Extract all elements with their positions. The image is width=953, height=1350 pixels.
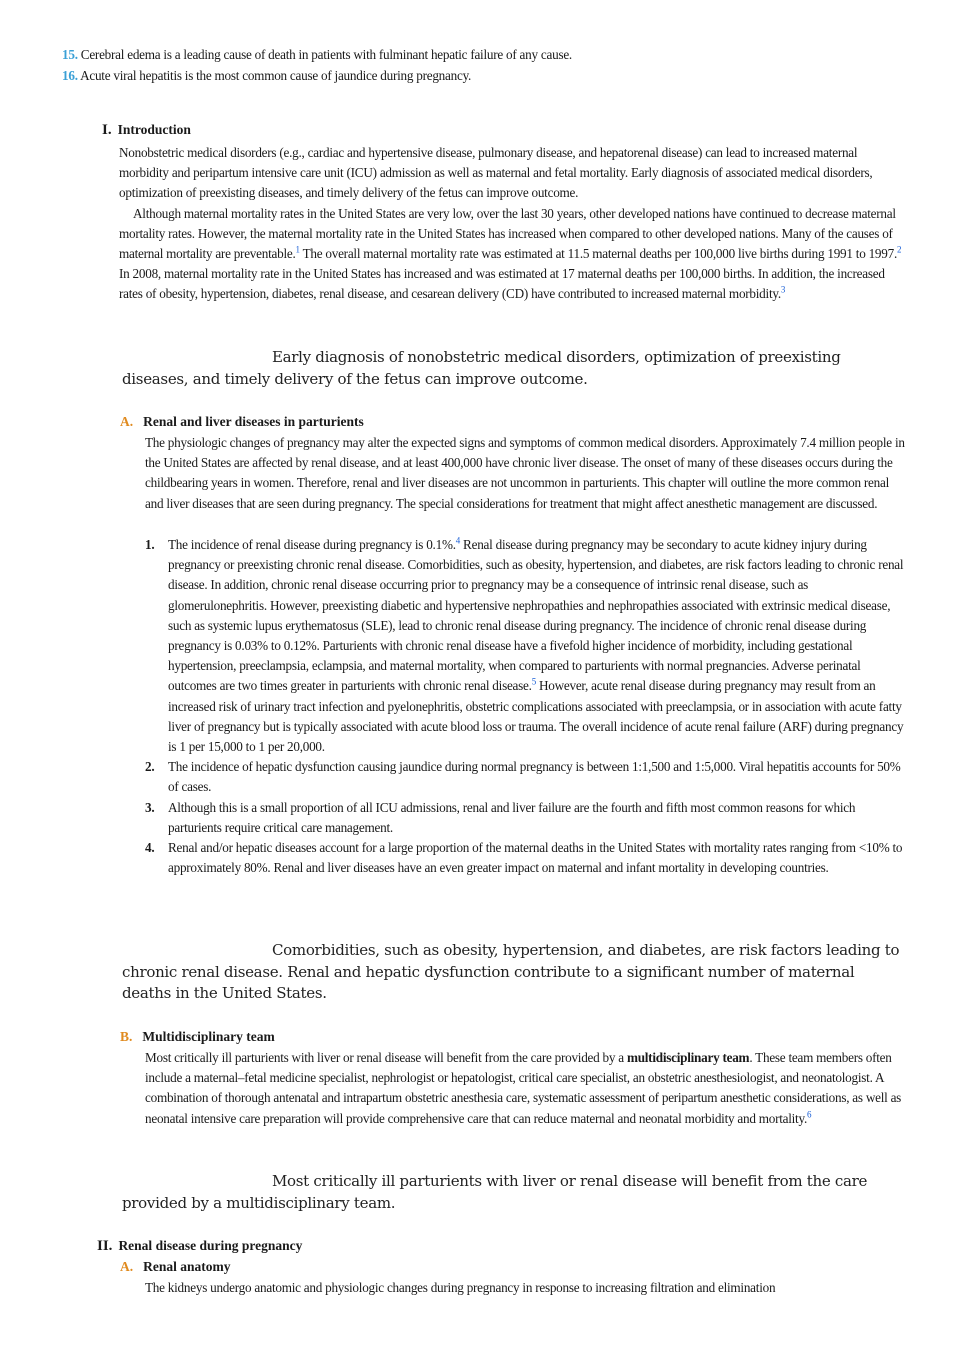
subsection-body [145, 1278, 905, 1298]
key-point-text: Cerebral edema is a leading cause of death in patients with fulminant hepatic failure of any cause. [80, 47, 572, 62]
subsection-title: Renal anatomy [143, 1259, 231, 1274]
list-item [145, 838, 905, 878]
subsection-letter: B. [120, 1029, 133, 1044]
subsection-title: Multidisciplinary team [142, 1029, 275, 1044]
subsection-heading [120, 1029, 275, 1045]
paragraph-text: Although maternal mortality rates in the United States are very low, over the last 30 years, other developed nations have continued to decrease maternal mortality rates. However, the maternal mortality rate in the United States has increased when compared to other developed nations. Many of the causes of maternal mortality are preventable. [119, 205, 896, 262]
section-heading [102, 122, 191, 139]
paragraph [145, 1048, 905, 1129]
paragraph [119, 204, 904, 305]
list-item-text: Renal and/or hepatic diseases account for a large proportion of the maternal deaths in the United States with mortality rates ranging from <10% to approximately 80%. Renal and liver diseases have an even greater impact on maternal and infant mortality in developing countries. [168, 840, 903, 876]
key-point-callout: Most critically ill parturients with liver or renal disease will benefit from the care provided by a multidisciplinary team. [122, 1172, 868, 1212]
paragraph: Nonobstetric medical disorders (e.g., cardiac and hypertensive disease, pulmonary disease, and hepatorenal disease) can lead to increased maternal morbidity and peripartum intensive care unit (ICU) admission as well as maternal and fetal mortality. Early diagnosis of associated medical disorders, optimization of preexisting diseases, and timely delivery of the fetus can improve outcome. [119, 145, 873, 201]
key-point-number: 16. [62, 67, 78, 83]
list-item [145, 757, 905, 797]
emphasis-term: multidisciplinary team [626, 1050, 750, 1065]
reference-link[interactable]: 6 [807, 1109, 812, 1120]
list-item [145, 798, 905, 838]
paragraph-text: In 2008, maternal mortality rate in the United States has increased and was estimated at 17 maternal deaths per 100,000 births. In addition, the increased rates of obesity, hypertension, diabetes, renal disease, and cesarean delivery (CD) have contributed to increased maternal morbidity. [119, 266, 885, 302]
paragraph-text: The overall maternal mortality rate was estimated at 11.5 maternal deaths per 100,000 live births during 1991 to 1997. [299, 246, 898, 262]
subsection-heading [120, 1259, 231, 1275]
subsection-body [145, 1048, 905, 1129]
reference-link[interactable]: 1 [295, 244, 300, 255]
subsection-heading [120, 414, 364, 430]
list-item [145, 535, 905, 757]
key-points-list [62, 45, 922, 86]
reference-link[interactable]: 5 [531, 677, 536, 688]
section-title: Renal disease during pregnancy [118, 1238, 303, 1253]
subsection-letter: A. [120, 414, 134, 429]
key-point-number: 15. [62, 47, 78, 62]
list-item-number: 4. [145, 840, 155, 856]
paragraph: The physiologic changes of pregnancy may alter the expected signs and symptoms of common medical disorders. Approximately 7.4 million people in the United States are affected by renal disease, and at least 400,000 have chronic liver disease. The onset of many of these diseases occurs during the childbearing years in women. Therefore, renal and liver diseases are not uncommon in parturients. This chapter will outline the more common renal and liver diseases that are seen during pregnancy. The special considerations for treatment that might affect anesthetic management are discussed. [145, 435, 905, 511]
reference-link[interactable]: 4 [455, 535, 460, 546]
reference-link[interactable]: 3 [780, 285, 786, 296]
key-point-callout: Early diagnosis of nonobstetric medical disorders, optimization of preexisting diseases, and timely delivery of the fetus can improve outcome. [122, 348, 841, 388]
subsection-title: Renal and liver diseases in parturients [143, 414, 364, 429]
key-point-item [62, 45, 922, 66]
key-point-text: Acute viral hepatitis is the most common cause of jaundice during pregnancy. [80, 67, 472, 83]
section-title: Introduction [117, 122, 191, 137]
paragraph: The kidneys undergo anatomic and physiologic changes during pregnancy in response to increasing filtration and elimination [145, 1280, 776, 1295]
section-numeral: I. [102, 122, 112, 138]
paragraph-text: Most critically ill parturients with liver or renal disease will benefit from the care provided by a [145, 1050, 627, 1065]
list-item-text: Although this is a small proportion of all ICU admissions, renal and liver failure are the fourth and fifth most common reasons for which parturients require critical care management. [168, 799, 856, 835]
list-item-text: Renal disease during pregnancy may be secondary to acute kidney injury during pregnancy or preexisting chronic renal disease. Comorbidities, such as obesity, hypertension, and diabetes, are risk factors leading to chronic renal disease. In addition, chronic renal disease occurring prior to pregnancy may be a consequence of intrinsic renal disease, such as glomerulonephritis. However, preexisting diabetic and hypertensive nephropathies and nephropathies associated with extrinsic medical disease, such as systemic lupus erythematosus (SLE), lead to chronic renal disease during pregnancy. The incidence of chronic renal disease during pregnancy is 0.03% to 0.12%. Parturients with chronic renal disease have a fivefold higher incidence of morbidity, including gestational hypertension, preeclampsia, eclampsia, and maternal mortality, when compared to parturients with normal pregnancies. Adverse perinatal outcomes are two times greater in parturients with chronic renal disease. [168, 537, 904, 694]
subsection-body [145, 433, 905, 514]
paragraph-text: . These team members often include a maternal–fetal medicine specialist, nephrologist or hepatologist, critical care specialist, an obstetric anesthesiologist, and neonatologist. A combination of thorough antenatal and intrapartum obstetric anesthesia care, systematic assessment of peripartum anesthetic considerations, as well as neonatal intensive care preparation will provide comprehensive care that can reduce maternal and neonatal morbidity and mortality. [145, 1050, 902, 1126]
list-item-number: 1. [145, 537, 155, 552]
numbered-list [145, 535, 905, 878]
key-point-item [62, 66, 922, 87]
subsection-letter: A. [120, 1259, 134, 1274]
list-item-text: The incidence of hepatic dysfunction causing jaundice during normal pregnancy is between 1:1,500 and 1:5,000. Viral hepatitis accounts for 50% of cases. [168, 759, 901, 795]
key-point-callout: Comorbidities, such as obesity, hypertension, and diabetes, are risk factors leading to chronic renal disease. Renal and hepatic dysfunction contribute to a significant number of maternal deaths in the United States. [122, 941, 900, 1002]
list-item-number: 2. [145, 759, 155, 775]
list-item-text: However, acute renal disease during pregnancy may result from an increased risk of urinary tract infection and pyelonephritis, obstetric complications associated with preeclampsia, or in association with acute fatty liver of pregnancy but is typically associated with acute blood loss or trauma. The overall incidence of acute renal failure (ARF) during pregnancy is 1 per 15,000 to 1 per 20,000. [168, 678, 904, 755]
reference-link[interactable]: 2 [897, 244, 902, 255]
list-item-text: The incidence of renal disease during pregnancy is 0.1%. [168, 537, 456, 552]
list-item-number: 3. [145, 799, 155, 815]
section-heading [97, 1238, 302, 1255]
section-body [119, 143, 904, 305]
section-numeral: II. [97, 1238, 113, 1254]
